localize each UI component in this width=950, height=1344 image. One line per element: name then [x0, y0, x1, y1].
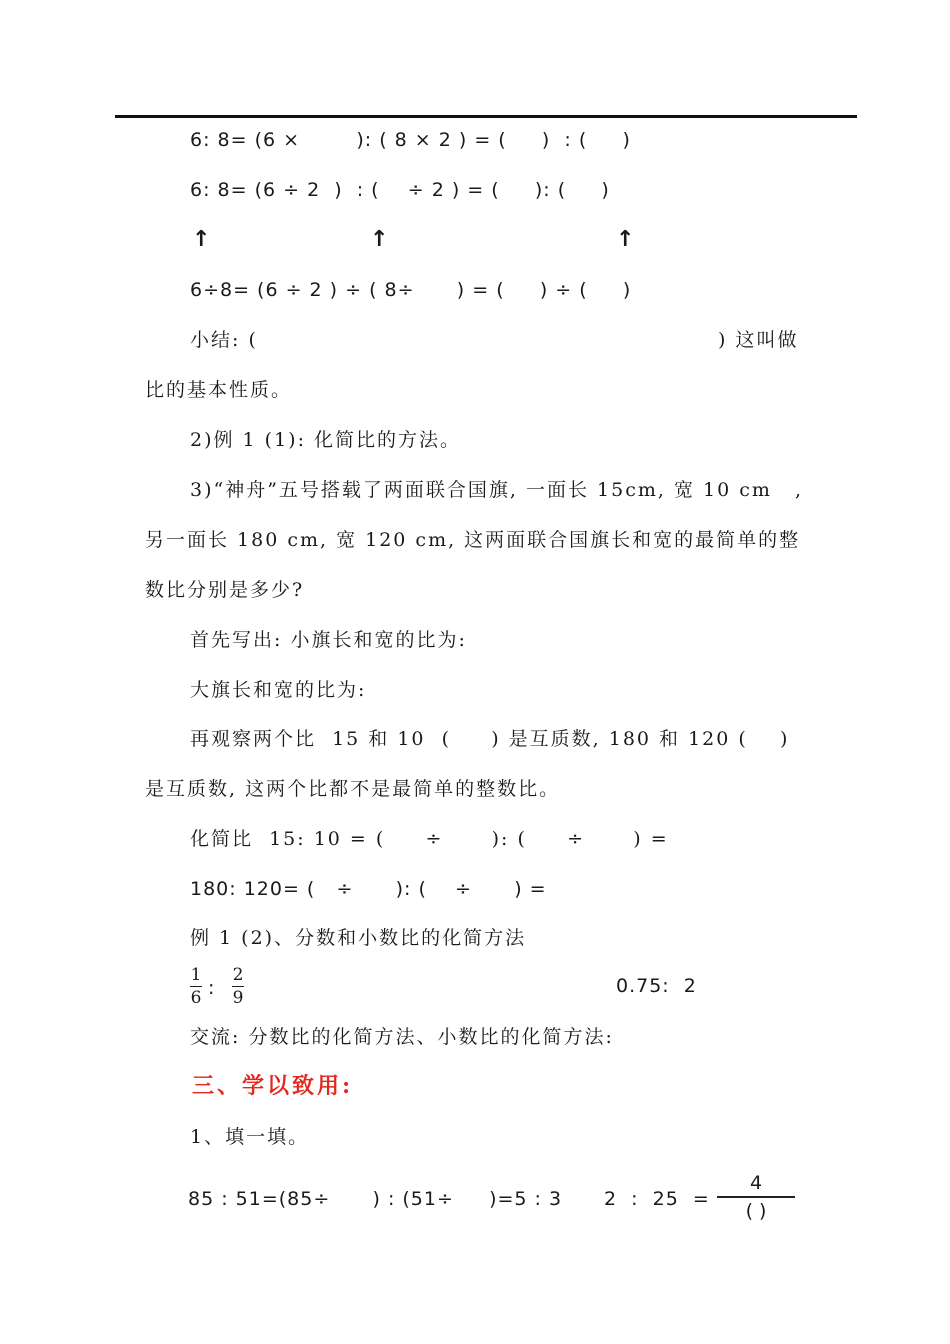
fraction-bar: [190, 986, 202, 987]
example-1-1: 2)例 1 (1): 化简比的方法。: [190, 429, 462, 451]
ratio-multiply-line: 6: 8= (6 × ): ( 8 × 2 ) = ( ) : ( ): [190, 129, 631, 151]
small-flag-ratio-prompt: 首先写出: 小旗长和宽的比为:: [190, 629, 467, 651]
coprime-line-1: 再观察两个比 15 和 10 ( ) 是互质数, 180 和 120 ( ): [190, 728, 790, 750]
fraction-bar: [717, 1196, 795, 1198]
section-heading: 三、学以致用:: [192, 1073, 354, 1099]
fraction-numerator: 4: [749, 1172, 763, 1194]
decimal-ratio: 0.75: 2: [616, 975, 697, 997]
fraction-bar: [232, 986, 244, 987]
fraction-numerator: 2: [232, 965, 244, 985]
simplify-15-10: 化简比 15: 10 = ( ÷ ): ( ÷ ) =: [190, 828, 669, 850]
problem-3-line-2: 另一面长 180 cm, 宽 120 cm, 这两面联合国旗长和宽的最简单的整: [145, 529, 801, 551]
fraction-ratio-colon: :: [208, 977, 216, 999]
fraction-one-sixth: [190, 966, 202, 1007]
header-rule: [115, 115, 857, 118]
problem-3-line-3: 数比分别是多少?: [145, 579, 305, 601]
fraction-denominator: 6: [190, 988, 202, 1008]
up-arrow-icon: ↑: [616, 227, 635, 252]
division-line: 6÷8= (6 ÷ 2 ) ÷ ( 8÷ ) = ( ) ÷ ( ): [190, 279, 632, 301]
up-arrow-icon: ↑: [370, 227, 389, 252]
up-arrow-icon: ↑: [192, 227, 211, 252]
exercise-85-51: 85 : 51=(85÷ ) : (51÷ )=5 : 3: [188, 1188, 563, 1210]
ratio-divide-line: 6: 8= (6 ÷ 2 ) : ( ÷ 2 ) = ( ): ( ): [190, 179, 610, 201]
fraction-two-ninths: [232, 966, 244, 1007]
fraction-denominator: ( ): [745, 1199, 767, 1222]
big-flag-ratio-prompt: 大旗长和宽的比为:: [190, 679, 367, 701]
summary-tail: ) 这叫做: [718, 329, 799, 351]
exercise-2-25: 2 : 25 =: [604, 1188, 710, 1210]
coprime-line-2: 是互质数, 这两个比都不是最简单的整数比。: [145, 778, 561, 800]
fraction-numerator: 1: [190, 965, 202, 985]
problem-3-line-1: 3)“神舟”五号搭载了两面联合国旗, 一面长 15cm, 宽 10 cm: [190, 479, 772, 501]
simplify-180-120: 180: 120= ( ÷ ): ( ÷ ) =: [190, 878, 547, 900]
summary-label: 小结: (: [190, 329, 258, 351]
problem-3-comma: ,: [795, 479, 804, 501]
example-1-2: 例 1 (2)、分数和小数比的化简方法: [190, 927, 527, 949]
discussion-line: 交流: 分数比的化简方法、小数比的化简方法:: [190, 1026, 614, 1048]
fraction-denominator: 9: [232, 988, 244, 1008]
summary-continuation: 比的基本性质。: [145, 379, 293, 401]
fraction-four-over-blank: [717, 1172, 795, 1222]
exercise-1-title: 1、填一填。: [190, 1126, 310, 1148]
